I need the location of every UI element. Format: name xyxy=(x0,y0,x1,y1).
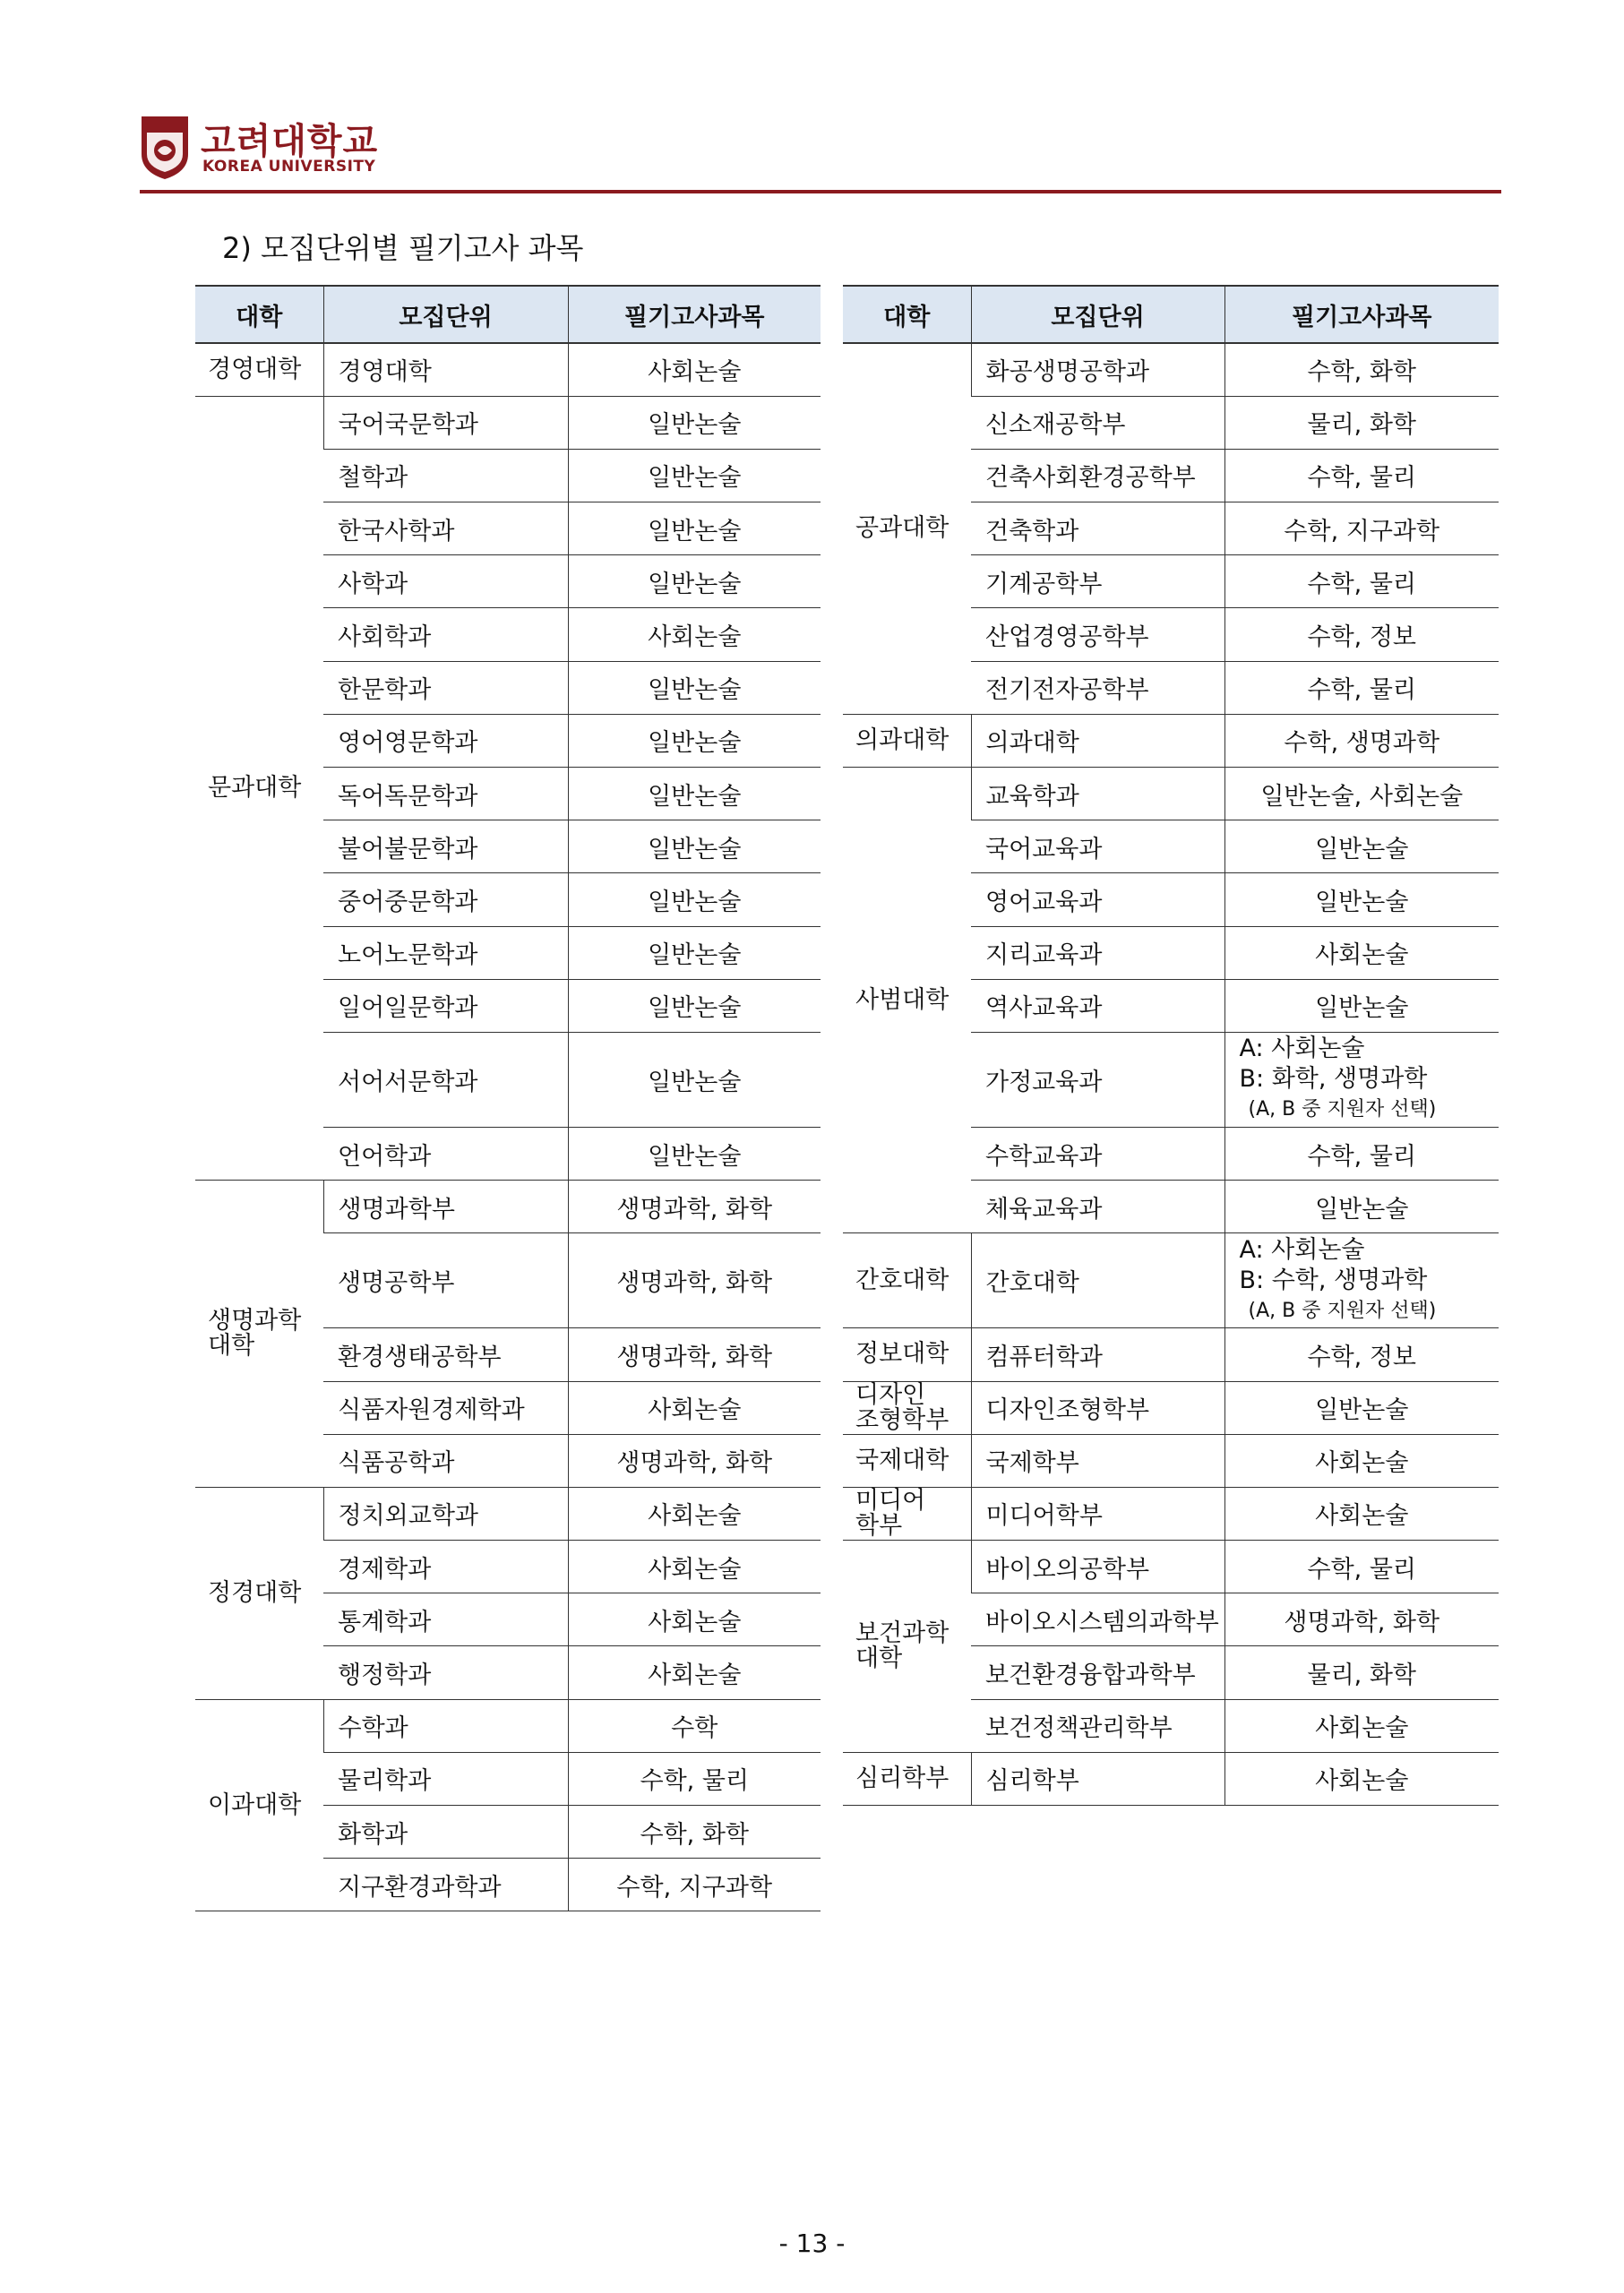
college-cell: 정보대학 xyxy=(843,1328,971,1381)
college-cell: 이과대학 xyxy=(195,1699,323,1911)
table-row xyxy=(195,343,821,396)
unit-cell: 생명과학부 xyxy=(323,1181,568,1233)
unit-cell: 수학과 xyxy=(323,1699,568,1752)
subject-cell: 수학, 물리 xyxy=(1224,555,1499,608)
table-row xyxy=(843,768,1499,820)
college-cell: 생명과학 대학 xyxy=(195,1181,323,1488)
subject-cell: 일반논술 xyxy=(568,1032,821,1127)
unit-cell: 국어교육과 xyxy=(971,820,1224,873)
unit-cell: 철학과 xyxy=(323,449,568,502)
subject-cell: 수학, 정보 xyxy=(1224,608,1499,661)
subject-cell: 일반논술 xyxy=(1224,1181,1499,1233)
table-row xyxy=(843,714,1499,767)
table-header-row xyxy=(195,286,821,343)
unit-cell: 경제학과 xyxy=(323,1541,568,1593)
subject-cell: 수학, 생명과학 xyxy=(1224,714,1499,767)
section-title: 2) 모집단위별 필기고사 과목 xyxy=(222,231,584,265)
table-row xyxy=(195,1181,821,1233)
unit-cell: 보건환경융합과학부 xyxy=(971,1646,1224,1699)
unit-cell: 서어서문학과 xyxy=(323,1032,568,1127)
subject-option-line: A: 사회논술 xyxy=(1239,1035,1365,1063)
table-row xyxy=(843,1233,1499,1328)
unit-cell: 환경생태공학부 xyxy=(323,1328,568,1381)
subject-cell: 일반논술 xyxy=(568,714,821,767)
subject-cell: 사회논술 xyxy=(1224,1752,1499,1805)
subject-cell xyxy=(1224,1032,1499,1127)
college-cell: 정경대학 xyxy=(195,1487,323,1699)
subject-option-line: B: 화학, 생명과학 xyxy=(1239,1065,1428,1094)
unit-cell: 일어일문학과 xyxy=(323,979,568,1032)
college-cell: 문과대학 xyxy=(195,396,323,1180)
unit-cell: 생명공학부 xyxy=(323,1233,568,1328)
unit-cell: 한국사학과 xyxy=(323,502,568,555)
subject-cell: 사회논술 xyxy=(1224,1699,1499,1752)
unit-cell: 노어노문학과 xyxy=(323,926,568,979)
unit-cell: 지구환경과학과 xyxy=(323,1859,568,1911)
unit-cell: 중어중문학과 xyxy=(323,873,568,926)
table-row xyxy=(843,1541,1499,1593)
subject-option-line: A: 사회논술 xyxy=(1239,1235,1365,1264)
unit-cell: 언어학과 xyxy=(323,1127,568,1180)
unit-cell: 산업경영공학부 xyxy=(971,608,1224,661)
table-row xyxy=(195,1699,821,1752)
header-divider xyxy=(140,190,1501,193)
unit-cell: 의과대학 xyxy=(971,714,1224,767)
right-subject-table xyxy=(843,285,1499,1806)
unit-cell: 체육교육과 xyxy=(971,1181,1224,1233)
unit-cell: 국어국문학과 xyxy=(323,396,568,449)
unit-cell: 화학과 xyxy=(323,1806,568,1859)
subject-cell: 사회논술 xyxy=(568,1381,821,1434)
subject-cell: 물리, 화학 xyxy=(1224,396,1499,449)
subject-cell: 사회논술 xyxy=(1224,926,1499,979)
unit-cell: 물리학과 xyxy=(323,1752,568,1805)
college-cell: 보건과학 대학 xyxy=(843,1541,971,1753)
subject-cell: 일반논술 xyxy=(1224,979,1499,1032)
subject-cell: 일반논술 xyxy=(568,873,821,926)
unit-cell: 신소재공학부 xyxy=(971,396,1224,449)
left-table-body xyxy=(195,343,821,1911)
subject-cell: 일반논술 xyxy=(568,1127,821,1180)
unit-cell: 건축학과 xyxy=(971,502,1224,555)
subject-cell: 사회논술 xyxy=(1224,1434,1499,1487)
subject-cell: 생명과학, 화학 xyxy=(568,1233,821,1328)
header-college: 대학 xyxy=(195,286,323,343)
table-row xyxy=(843,1752,1499,1805)
subject-cell: 수학, 화학 xyxy=(568,1806,821,1859)
subject-cell: 수학, 화학 xyxy=(1224,343,1499,396)
subject-cell: 일반논술, 사회논술 xyxy=(1224,768,1499,820)
subject-cell: 일반논술 xyxy=(1224,1381,1499,1434)
subject-cell: 일반논술 xyxy=(1224,820,1499,873)
subject-cell: 생명과학, 화학 xyxy=(568,1181,821,1233)
unit-cell: 수학교육과 xyxy=(971,1127,1224,1180)
subject-cell: 수학, 정보 xyxy=(1224,1328,1499,1381)
unit-cell: 영어영문학과 xyxy=(323,714,568,767)
subject-cell: 사회논술 xyxy=(568,608,821,661)
table-row xyxy=(843,1434,1499,1487)
unit-cell: 독어독문학과 xyxy=(323,768,568,820)
unit-cell: 디자인조형학부 xyxy=(971,1381,1224,1434)
subject-cell: 일반논술 xyxy=(568,396,821,449)
college-cell: 간호대학 xyxy=(843,1233,971,1328)
header-subject: 필기고사과목 xyxy=(568,286,821,343)
subject-cell: 수학, 지구과학 xyxy=(568,1859,821,1911)
unit-cell: 식품공학과 xyxy=(323,1434,568,1487)
subject-option-line: B: 수학, 생명과학 xyxy=(1239,1266,1428,1294)
unit-cell: 행정학과 xyxy=(323,1646,568,1699)
subject-cell: 일반논술 xyxy=(568,820,821,873)
subject-cell: 사회논술 xyxy=(568,1646,821,1699)
college-cell: 공과대학 xyxy=(843,343,971,714)
subject-cell: 수학, 물리 xyxy=(1224,1541,1499,1593)
unit-cell: 보건정책관리학부 xyxy=(971,1699,1224,1752)
left-subject-table xyxy=(195,285,821,1911)
unit-cell: 교육학과 xyxy=(971,768,1224,820)
college-cell: 경영대학 xyxy=(195,343,323,396)
unit-cell: 사학과 xyxy=(323,555,568,608)
subject-cell: 수학, 물리 xyxy=(1224,661,1499,714)
unit-cell: 가정교육과 xyxy=(971,1032,1224,1127)
header-subject: 필기고사과목 xyxy=(1224,286,1499,343)
subject-cell: 생명과학, 화학 xyxy=(568,1434,821,1487)
table-row xyxy=(195,396,821,449)
subject-cell: 사회논술 xyxy=(568,343,821,396)
table-row xyxy=(843,1328,1499,1381)
subject-cell: 사회논술 xyxy=(568,1593,821,1646)
subject-cell: 생명과학, 화학 xyxy=(1224,1593,1499,1646)
unit-cell: 통계학과 xyxy=(323,1593,568,1646)
unit-cell: 한문학과 xyxy=(323,661,568,714)
unit-cell: 불어불문학과 xyxy=(323,820,568,873)
table-row xyxy=(843,1487,1499,1540)
header-unit: 모집단위 xyxy=(971,286,1224,343)
unit-cell: 화공생명공학과 xyxy=(971,343,1224,396)
korea-university-crest-icon xyxy=(140,115,190,181)
unit-cell: 건축사회환경공학부 xyxy=(971,449,1224,502)
subject-choice-note: (A, B 중 지원자 선택) xyxy=(1248,1098,1437,1121)
unit-cell: 정치외교학과 xyxy=(323,1487,568,1540)
logo-english-text: KOREA UNIVERSITY xyxy=(202,158,376,176)
unit-cell: 국제학부 xyxy=(971,1434,1224,1487)
subject-cell: 수학, 물리 xyxy=(1224,449,1499,502)
unit-cell: 간호대학 xyxy=(971,1233,1224,1328)
subject-cell: 일반논술 xyxy=(568,502,821,555)
table-row xyxy=(843,343,1499,396)
subject-cell: 수학, 지구과학 xyxy=(1224,502,1499,555)
unit-cell: 경영대학 xyxy=(323,343,568,396)
subject-cell: 수학, 물리 xyxy=(1224,1127,1499,1180)
unit-cell: 지리교육과 xyxy=(971,926,1224,979)
right-table-body xyxy=(843,343,1499,1806)
college-cell: 의과대학 xyxy=(843,714,971,767)
logo-korean-text: 고려대학교 xyxy=(201,121,379,162)
unit-cell: 바이오의공학부 xyxy=(971,1541,1224,1593)
college-cell: 디자인 조형학부 xyxy=(843,1381,971,1434)
page-header xyxy=(140,115,1501,195)
college-cell: 심리학부 xyxy=(843,1752,971,1805)
unit-cell: 전기전자공학부 xyxy=(971,661,1224,714)
page-number: - 13 - xyxy=(778,2229,846,2258)
unit-cell: 영어교육과 xyxy=(971,873,1224,926)
unit-cell: 기계공학부 xyxy=(971,555,1224,608)
table-header-row xyxy=(843,286,1499,343)
subject-cell: 사회논술 xyxy=(1224,1487,1499,1540)
header-college: 대학 xyxy=(843,286,971,343)
subject-cell: 일반논술 xyxy=(568,449,821,502)
table-row xyxy=(195,1487,821,1540)
unit-cell: 바이오시스템의과학부 xyxy=(971,1593,1224,1646)
unit-cell: 역사교육과 xyxy=(971,979,1224,1032)
subject-cell: 일반논술 xyxy=(568,661,821,714)
unit-cell: 사회학과 xyxy=(323,608,568,661)
college-cell: 사범대학 xyxy=(843,768,971,1233)
college-cell: 국제대학 xyxy=(843,1434,971,1487)
subject-cell xyxy=(1224,1233,1499,1328)
subject-cell: 일반논술 xyxy=(1224,873,1499,926)
subject-choice-note: (A, B 중 지원자 선택) xyxy=(1248,1299,1437,1322)
subject-cell: 생명과학, 화학 xyxy=(568,1328,821,1381)
subject-cell: 일반논술 xyxy=(568,926,821,979)
college-cell: 미디어 학부 xyxy=(843,1487,971,1540)
subject-cell: 사회논술 xyxy=(568,1541,821,1593)
subject-cell: 일반논술 xyxy=(568,555,821,608)
header-unit: 모집단위 xyxy=(323,286,568,343)
subject-cell: 수학 xyxy=(568,1699,821,1752)
subject-cell: 일반논술 xyxy=(568,979,821,1032)
subject-cell: 일반논술 xyxy=(568,768,821,820)
subject-cell: 물리, 화학 xyxy=(1224,1646,1499,1699)
unit-cell: 미디어학부 xyxy=(971,1487,1224,1540)
subject-cell: 사회논술 xyxy=(568,1487,821,1540)
unit-cell: 컴퓨터학과 xyxy=(971,1328,1224,1381)
unit-cell: 식품자원경제학과 xyxy=(323,1381,568,1434)
subject-cell: 수학, 물리 xyxy=(568,1752,821,1805)
table-row xyxy=(843,1381,1499,1434)
unit-cell: 심리학부 xyxy=(971,1752,1224,1805)
